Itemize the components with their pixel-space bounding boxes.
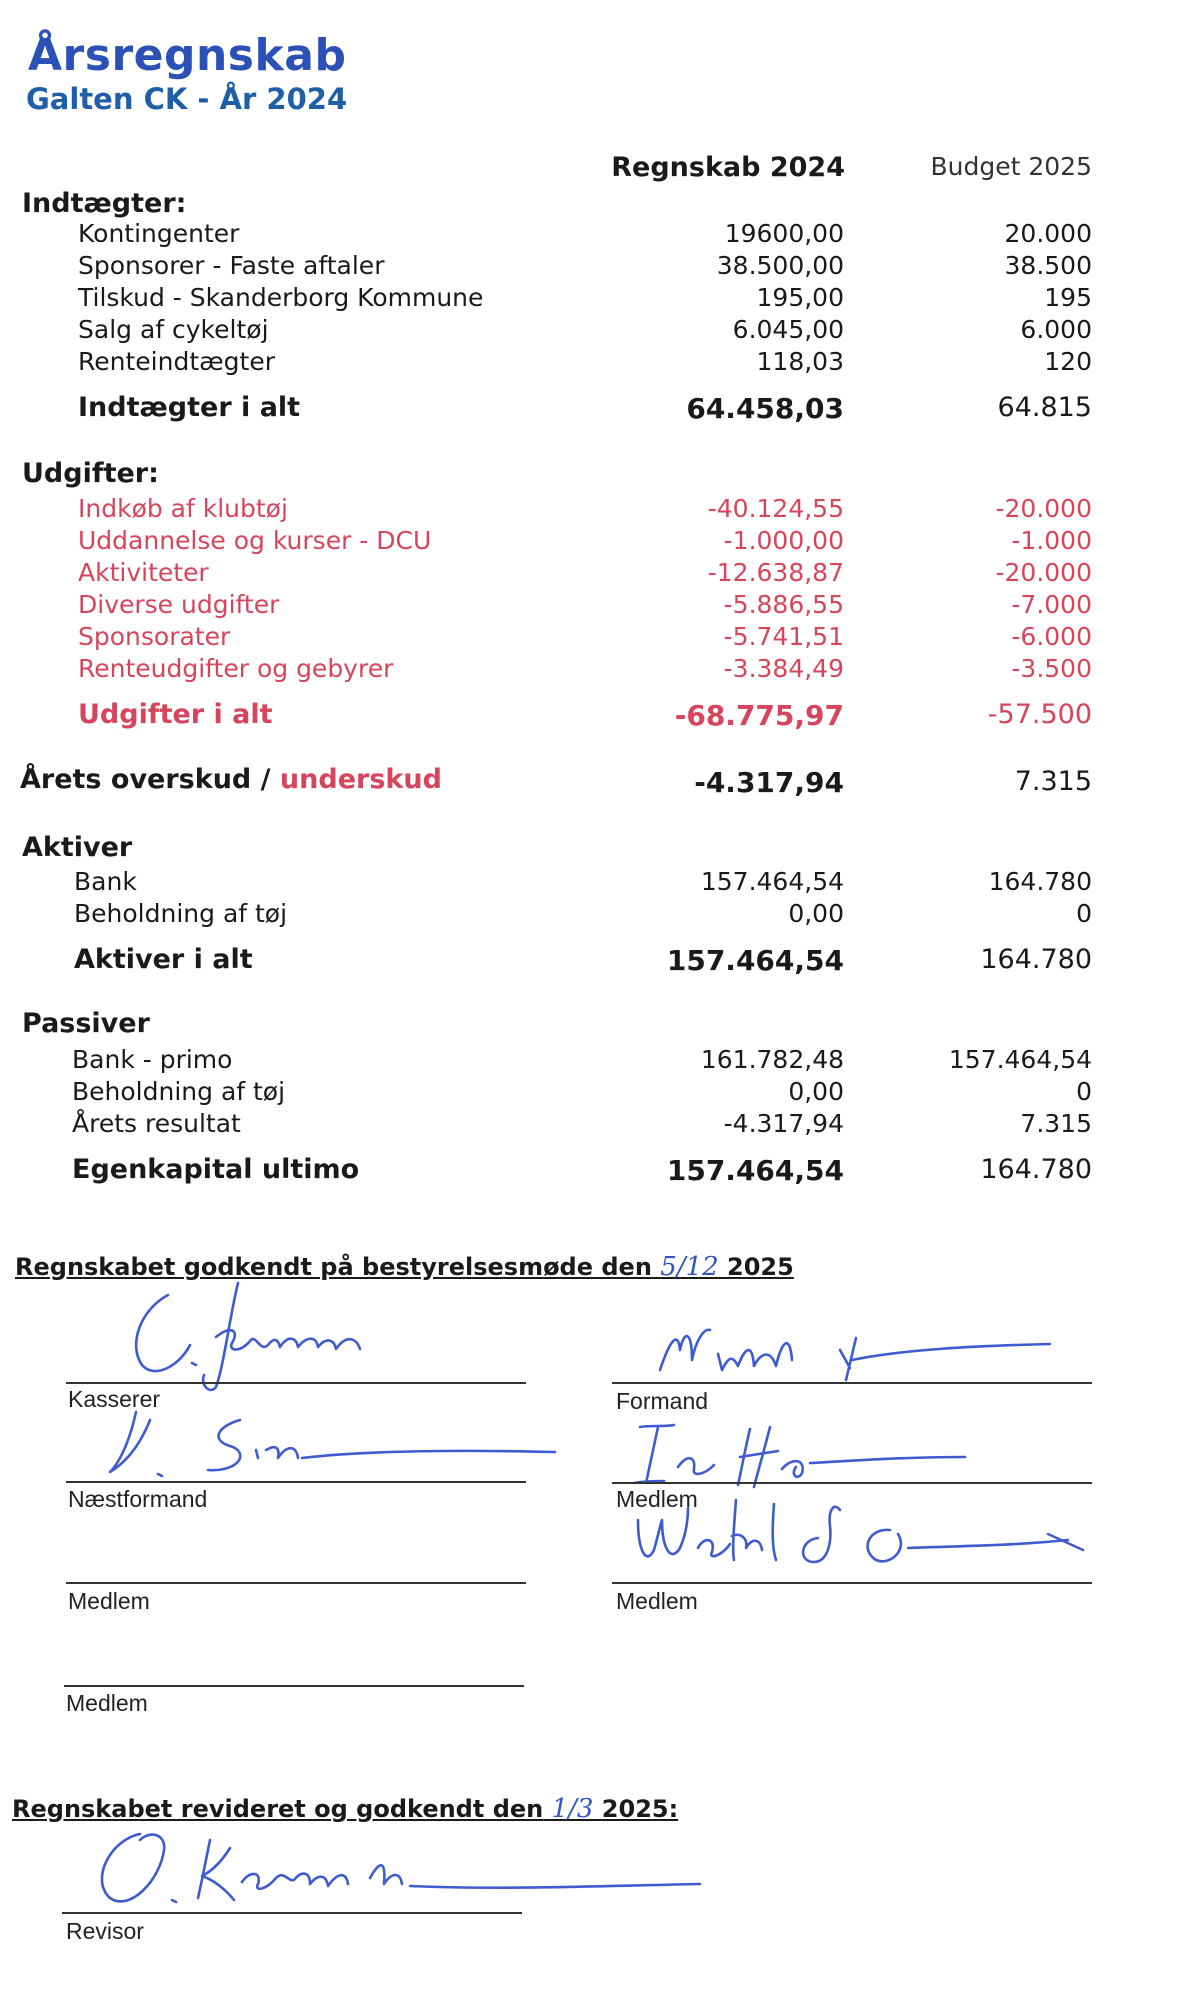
signature-naestformand [90,1400,560,1485]
row-label: Sponsorer - Faste aftaler [78,251,385,280]
row-value-regnskab: 161.782,48 [700,1045,844,1074]
row-value-regnskab: -5.886,55 [723,590,844,619]
signature-kasserer [120,1275,460,1395]
row-value-regnskab: 118,03 [756,347,844,376]
expense-row [0,590,1200,624]
row-label: Renteudgifter og gebyrer [78,654,394,683]
row-value-budget: -20.000 [995,558,1092,587]
signature-line [64,1685,524,1687]
document-title: Årsregnskab [28,30,347,81]
column-header-regnskab: Regnskab 2024 [611,152,845,183]
expense-row [0,526,1200,560]
row-value-budget: 164.780 [980,944,1092,975]
signature-line [66,1481,526,1483]
row-label: Udgifter i alt [78,699,273,730]
row-value-regnskab: 157.464,54 [700,867,844,896]
result-row [0,766,1200,800]
signature-label-formand: Formand [616,1388,709,1414]
audit-approval-text: Regnskabet revideret og godkendt den [12,1795,544,1823]
row-label: Årets resultat [72,1109,241,1138]
signature-line [62,1912,522,1914]
row-value-budget: 38.500 [1004,251,1092,280]
row-value-budget: 164.780 [988,867,1092,896]
row-value-budget: 0 [1076,1077,1092,1106]
equity-total-row [0,1154,1200,1188]
assets-total-row [0,944,1200,978]
row-label: Uddannelse og kurser - DCU [78,526,432,555]
signature-revisor [80,1820,720,1920]
row-value-regnskab: 0,00 [788,1077,844,1106]
board-approval-text: Regnskabet godkendt på bestyrelsesmøde den [15,1253,652,1281]
income-row [0,283,1200,317]
expense-row [0,494,1200,528]
row-value-regnskab: 19600,00 [724,219,844,248]
signature-label-medlem: Medlem [616,1588,698,1614]
row-value-budget: -57.500 [987,699,1092,730]
signature-label-medlem: Medlem [68,1588,150,1614]
row-value-regnskab: -1.000,00 [723,526,844,555]
row-value-budget: -6.000 [1011,622,1092,651]
row-value-regnskab: 38.500,00 [716,251,844,280]
row-value-budget: -1.000 [1011,526,1092,555]
row-label: Beholdning af tøj [72,1077,286,1106]
signature-label-kasserer: Kasserer [68,1386,161,1412]
result-label-deficit: underskud [279,764,442,795]
liabilities-heading: Passiver [22,1008,150,1039]
row-value-regnskab: 6.045,00 [732,315,844,344]
income-row [0,251,1200,285]
row-value-budget: 157.464,54 [948,1045,1092,1074]
row-value-budget: -7.000 [1011,590,1092,619]
row-value-budget: -20.000 [995,494,1092,523]
asset-row [0,899,1200,933]
row-value-regnskab: 195,00 [756,283,844,312]
document-subtitle: Galten CK - År 2024 [26,82,348,116]
row-value-budget: 164.780 [980,1154,1092,1185]
row-label: Salg af cykeltøj [78,315,269,344]
expense-row [0,622,1200,656]
expense-row [0,558,1200,592]
signature-label-medlem: Medlem [616,1486,698,1512]
expense-row [0,654,1200,688]
signature-formand [640,1320,1060,1390]
row-label: Beholdning af tøj [74,899,288,928]
row-label: Egenkapital ultimo [72,1154,360,1185]
row-value-regnskab: -12.638,87 [707,558,844,587]
expenses-heading: Udgifter: [22,458,159,489]
row-value-budget: 0 [1076,899,1092,928]
row-value-regnskab: -3.384,49 [723,654,844,683]
income-row [0,315,1200,349]
row-value-budget: -3.500 [1011,654,1092,683]
row-value-regnskab: 157.464,54 [666,1154,844,1187]
income-row [0,347,1200,381]
row-value-budget: 7.315 [1020,1109,1092,1138]
row-value-budget: 64.815 [997,392,1092,423]
liability-row [0,1077,1200,1111]
result-label-surplus: Årets overskud / [20,764,271,795]
liability-row [0,1109,1200,1143]
row-label: Aktiviteter [78,558,209,587]
row-value-budget: 120 [1044,347,1092,376]
signature-line [612,1382,1092,1384]
row-label: Sponsorater [78,622,231,651]
row-value-regnskab: 0,00 [788,899,844,928]
row-value-budget: 20.000 [1004,219,1092,248]
row-value-regnskab: -4.317,94 [723,1109,844,1138]
row-value-budget: 6.000 [1020,315,1092,344]
result-value-budget: 7.315 [1014,766,1092,797]
row-label: Indtægter i alt [78,392,301,423]
result-value-regnskab: -4.317,94 [694,766,844,799]
row-value-regnskab: -5.741,51 [723,622,844,651]
liability-row [0,1045,1200,1079]
row-value-regnskab: -68.775,97 [674,699,844,732]
board-approval-year: 2025 [727,1253,794,1281]
assets-heading: Aktiver [22,832,133,863]
signature-label-medlem: Medlem [66,1690,148,1716]
asset-row [0,867,1200,901]
income-total-row [0,392,1200,426]
row-label: Indkøb af klubtøj [78,494,288,523]
signature-line [66,1582,526,1584]
signature-label-naestformand: Næstformand [68,1486,208,1512]
row-label: Renteindtægter [78,347,275,376]
expenses-total-row [0,699,1200,733]
audit-approval-year: 2025: [601,1795,679,1823]
audit-handwritten-date: 1/3 [551,1794,594,1824]
row-value-regnskab: 157.464,54 [666,944,844,977]
board-handwritten-date: 5/12 [660,1252,719,1282]
signature-label-revisor: Revisor [66,1918,144,1944]
row-value-regnskab: 64.458,03 [686,392,844,425]
row-label: Bank [74,867,137,896]
row-label: Aktiver i alt [74,944,253,975]
signature-line [66,1382,526,1384]
row-value-budget: 195 [1044,283,1092,312]
row-label: Tilskud - Skanderborg Kommune [78,283,484,312]
column-header-budget: Budget 2025 [930,152,1092,181]
row-label: Bank - primo [72,1045,233,1074]
income-row [0,219,1200,253]
signature-line [612,1482,1092,1484]
row-label: Diverse udgifter [78,590,280,619]
signature-line [612,1582,1092,1584]
row-label: Kontingenter [78,219,240,248]
income-heading: Indtægter: [22,188,187,219]
signature-medlem-right-2 [628,1490,1098,1585]
row-value-regnskab: -40.124,55 [707,494,844,523]
